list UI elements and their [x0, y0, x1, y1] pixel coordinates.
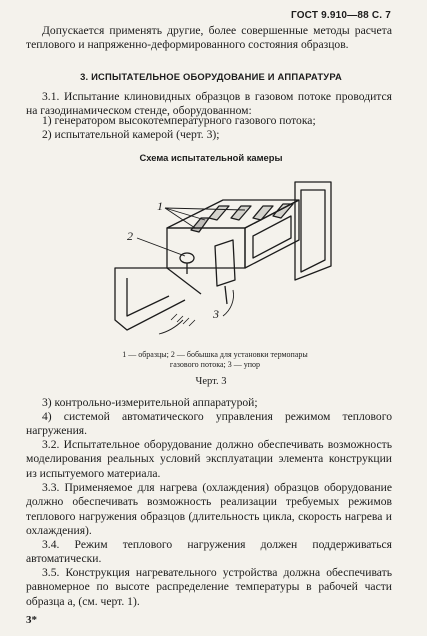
paragraph-3-2: 3.2. Испытательное оборудование должно обеспечивать возможность моделирования реальных условий эксплуатации элемента конструкции из испытуемого материала. — [26, 438, 392, 480]
paragraph-3-4: 3.4. Режим теплового нагружения должен поддерживаться автоматически. — [26, 538, 392, 566]
list-item-3: 3) контрольно-измерительной аппаратурой; — [42, 396, 258, 409]
label-1: 1 — [157, 199, 163, 213]
page-footer-mark: 3* — [26, 614, 37, 626]
chamber-window — [253, 216, 291, 258]
inlet-frame-outer — [115, 268, 185, 330]
figure-caption — [90, 350, 340, 370]
leader-lines — [137, 208, 245, 334]
paragraph-3-1: 3.1. Испытание клиновидных образцов в газовом потоке проводится на газодинамическом стенде, оборудованном: — [26, 90, 392, 118]
label-3: 3 — [213, 307, 219, 321]
inlet-frame-inner — [127, 278, 169, 316]
section-title: 3. ИСПЫТАТЕЛЬНОЕ ОБОРУДОВАНИЕ И АППАРАТУРА — [80, 71, 342, 82]
intro-paragraph: Допускается применять другие, более совершенные методы расчета теплового и напряженно-деформированного состояния образцов. — [26, 24, 392, 52]
test-chamber-diagram — [105, 170, 345, 346]
paragraph-3-5: 3.5. Конструкция нагревательного устройства должна обеспечивать равномерное по высоте распределение температуры в рабочей части образца a, (см. черт. 1). — [26, 566, 392, 608]
paragraph-3-3: 3.3. Применяемое для нагрева (охлаждения) образцов оборудование должно обеспечивать возможность реализации требуемых режимов теплового нагружения образцов (длительность цикла, скорость нагрева и охлаждения). — [26, 481, 392, 538]
figure-title: Схема испытательной камеры — [139, 152, 283, 163]
stop-bracket — [215, 240, 235, 286]
inlet-edge — [167, 268, 201, 294]
label-2: 2 — [127, 229, 133, 243]
caption-line-1: 1 — образцы; 2 — бобышка для установки термопары — [122, 350, 308, 359]
page-header: ГОСТ 9.910—88 С. 7 — [290, 10, 391, 21]
stop-rod — [225, 286, 227, 304]
figure-number: Черт. 3 — [195, 376, 227, 387]
caption-line-2: газового потока; 3 — упор — [169, 360, 261, 369]
flange-inner — [301, 190, 325, 272]
list-item-4: 4) системой автоматического управления режимом теплового нагружения. — [26, 410, 392, 438]
list-item-2: 2) испытательной камерой (черт. 3); — [42, 128, 220, 141]
list-item-1: 1) генератором высокотемпературного газового потока; — [42, 114, 316, 127]
